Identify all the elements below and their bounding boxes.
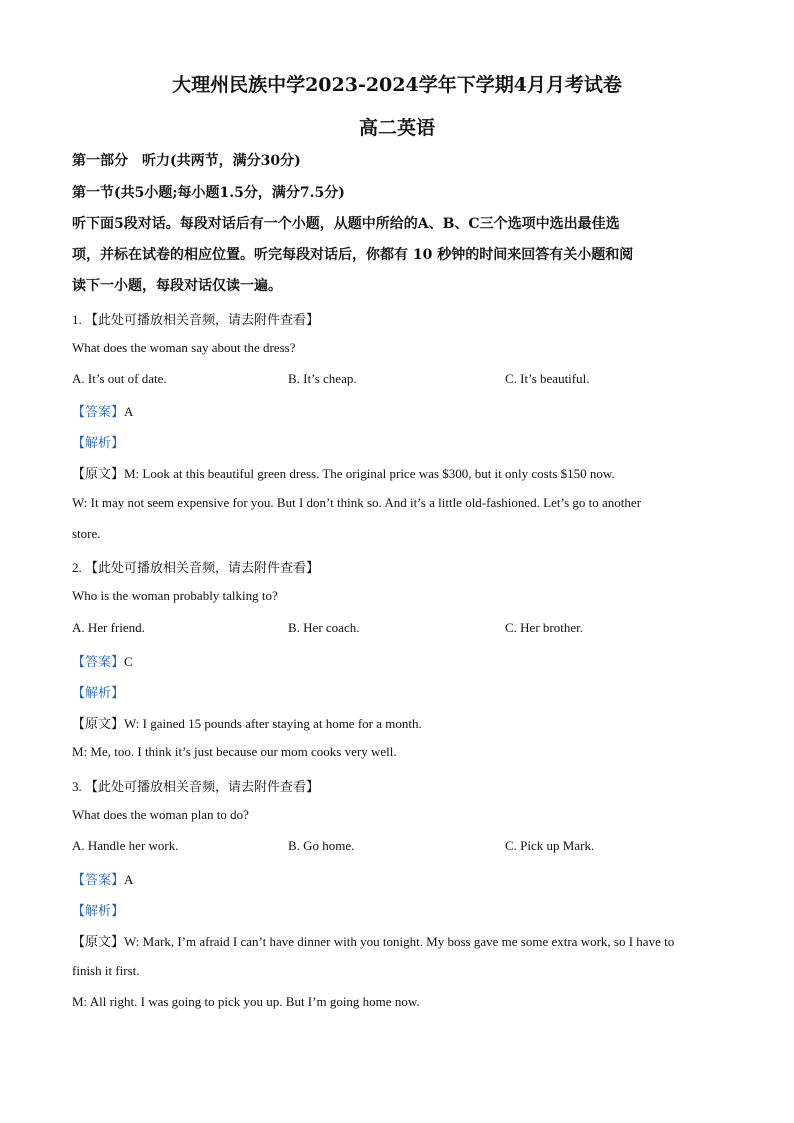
question-2-analysis [72,682,124,701]
section-sub-heading: 第一节(共5小题;每小题1.5分，满分7.5分) [72,185,345,201]
analysis-tag: 【解析】 [72,686,125,701]
question-3-original-2: finish it first. [72,963,140,978]
question-number: 2. [72,560,82,575]
question-1-header [72,309,319,328]
original-text: M: Look at this beautiful green dress. The original price was $300, but it only costs $150 now. [124,466,615,481]
section-part-heading: 第一部分 听力(共两节，满分30分) [72,153,301,169]
question-1-original-2: W: It may not seem expensive for you. But I don’t think so. And it’s a little old-fashioned. Let’s go to another [72,495,642,510]
page-title: 大理州民族中学2023-2024学年下学期4月月考试卷 [172,74,622,96]
original-text: W: I gained 15 pounds after staying at home for a month. [124,716,422,731]
original-tag: 【原文】 [72,935,125,950]
question-3-option-b: B. Go home. [288,838,355,853]
audio-note[interactable]: 【此处可播放相关音频，请去附件查看】 [85,313,320,328]
question-3-original-3: M: All right. I was going to pick you up. But I’m going home now. [72,994,420,1009]
instruction-line-3: 读下一小题，每段对话仅读一遍。 [72,278,282,294]
question-3-stem: What does the woman plan to do? [72,807,249,822]
question-2-answer [72,651,133,670]
answer-tag: 【答案】 [72,873,125,888]
question-1-analysis [72,432,124,451]
analysis-tag: 【解析】 [72,904,125,919]
question-1-original-1 [72,463,615,482]
page-subtitle: 高二英语 [358,117,435,139]
audio-note[interactable]: 【此处可播放相关音频，请去附件查看】 [85,780,320,795]
question-number: 3. [72,779,82,794]
question-1-stem: What does the woman say about the dress? [72,340,296,355]
question-3-option-c: C. Pick up Mark. [505,838,595,853]
analysis-tag: 【解析】 [72,436,125,451]
answer-tag: 【答案】 [72,655,125,670]
question-3-answer [72,869,133,888]
answer-value: A [124,404,134,419]
instruction-line-2: 项，并标在试卷的相应位置。听完每段对话后，你都有 10 秒钟的时间来回答有关小题和阅 [72,247,634,263]
question-1-option-a: A. It’s out of date. [72,371,167,386]
original-tag: 【原文】 [72,467,125,482]
original-tag: 【原文】 [72,717,125,732]
question-3-original-1 [72,931,674,950]
instruction-line-1: 听下面5段对话。每段对话后有一个小题，从题中所给的A、B、C三个选项中选出最佳选 [72,216,620,232]
question-3-option-a: A. Handle her work. [72,838,179,853]
question-1-answer [72,401,133,420]
question-2-option-c: C. Her brother. [505,620,583,635]
question-2-option-b: B. Her coach. [288,620,360,635]
question-1-option-b: B. It’s cheap. [288,371,357,386]
question-3-analysis [72,900,124,919]
question-2-original-1 [72,713,422,732]
answer-value: A [124,872,134,887]
question-2-header [72,557,319,576]
answer-tag: 【答案】 [72,405,125,420]
question-2-original-2: M: Me, too. I think it’s just because our mom cooks very well. [72,744,397,759]
question-1-option-c: C. It’s beautiful. [505,371,590,386]
question-3-header [72,776,319,795]
question-2-stem: Who is the woman probably talking to? [72,588,278,603]
answer-value: C [124,654,133,669]
original-text: W: Mark, I’m afraid I can’t have dinner with you tonight. My boss gave me some extra work, so I have to [124,934,675,949]
audio-note[interactable]: 【此处可播放相关音频，请去附件查看】 [85,561,320,576]
question-1-original-3: store. [72,526,101,541]
question-2-option-a: A. Her friend. [72,620,145,635]
question-number: 1. [72,312,82,327]
